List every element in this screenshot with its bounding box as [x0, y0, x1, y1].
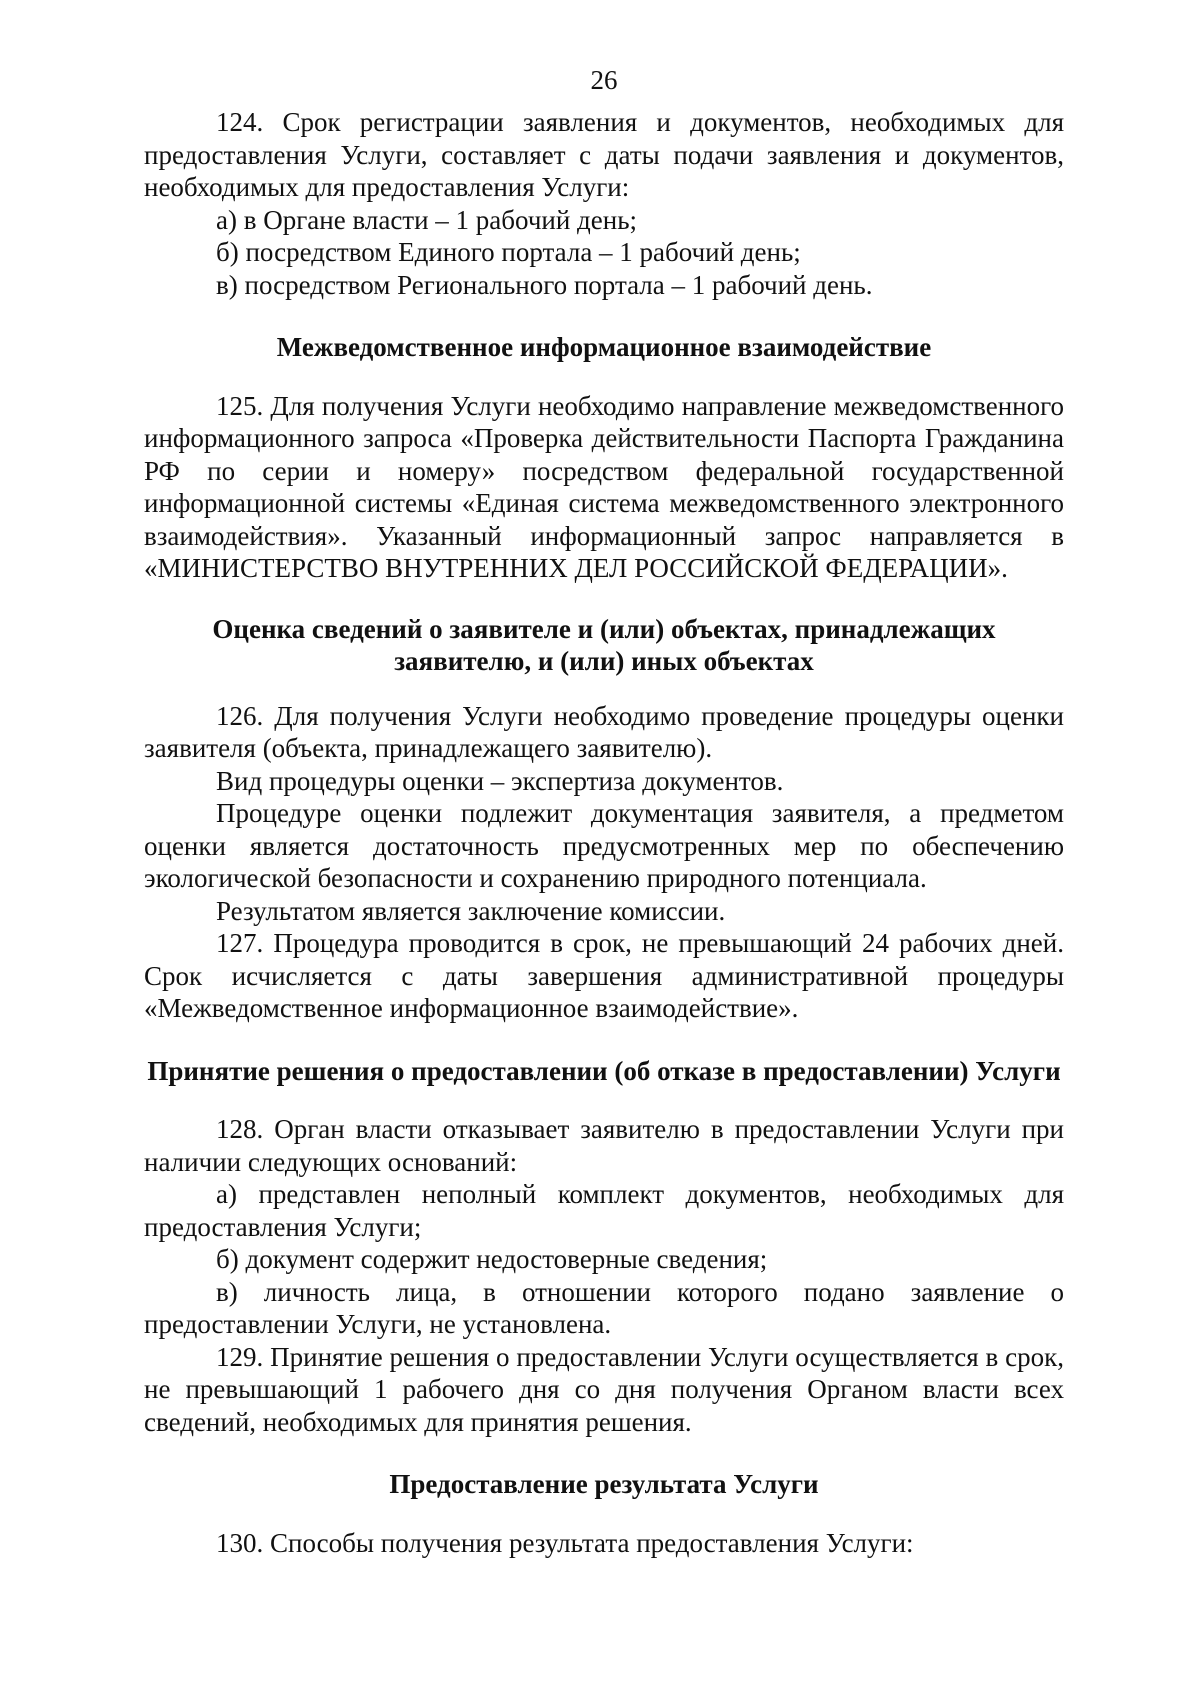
list-item-v: в) посредством Регионального портала – 1 рабочий день.: [216, 269, 873, 300]
paragraph-assessment-type: Вид процедуры оценки – экспертиза документов.: [216, 765, 784, 796]
list-item-a: а) в Органе власти – 1 рабочий день;: [216, 204, 638, 235]
paragraph-127: 127. Процедура проводится в срок, не превышающий 24 рабочих дней. Срок исчисляется с даты завершения административной процедуры «Межведомственное информационное взаимодействие».: [144, 928, 1064, 1023]
paragraph-126: 126. Для получения Услуги необходимо проведение процедуры оценки заявителя (объекта, принадлежащего заявителю).: [144, 700, 1064, 763]
section-heading-assessment: Оценка сведений о заявителе и (или) объектах, принадлежащих заявителю, и (или) иных объектах: [212, 613, 996, 676]
paragraph-assessment-subject: Процедуре оценки подлежит документация заявителя, а предметом оценки является достаточность предусмотренных мер по обеспечению экологической безопасности и сохранению природного потенциала.: [144, 798, 1064, 893]
section-heading-result: Предоставление результата Услуги: [389, 1469, 819, 1499]
list-item-b: б) документ содержит недостоверные сведения;: [216, 1244, 768, 1274]
page-number: 26: [590, 65, 618, 95]
document-page: [144, 64, 1064, 1559]
section-heading-decision: Принятие решения о предоставлении (об отказе в предоставлении) Услуги: [147, 1055, 1061, 1086]
section-heading-interagency: Межведомственное информационное взаимодействие: [276, 332, 932, 362]
list-item-b: б) посредством Единого портала – 1 рабочий день;: [216, 237, 801, 267]
paragraph-124: 124. Срок регистрации заявления и документов, необходимых для предоставления Услуги, составляет с даты подачи заявления и документов, необходимых для предоставления Услуги:: [144, 107, 1064, 202]
paragraph-129: 129. Принятие решения о предоставлении Услуги осуществляется в срок, не превышающий 1 рабочего дня со дня получения Органом власти всех сведений, необходимых для принятия решения.: [144, 1341, 1064, 1437]
paragraph-assessment-result: Результатом является заключение комиссии.: [216, 895, 726, 926]
paragraph-128: 128. Орган власти отказывает заявителю в предоставлении Услуги при наличии следующих оснований:: [144, 1114, 1064, 1177]
list-item-v: в) личность лица, в отношении которого подано заявление о предоставлении Услуги, не установлена.: [144, 1276, 1064, 1339]
paragraph-125: 125. Для получения Услуги необходимо направление межведомственного информационного запроса «Проверка действительности Паспорта Гражданина РФ по серии и номеру» посредством федеральной государственной информационной системы «Единая система межведомственного электронного взаимодействия». Указанный информационный запрос направляется в «МИНИСТЕРСТВО ВНУТРЕННИХ ДЕЛ РОССИЙСКОЙ ФЕДЕРАЦИИ».: [144, 390, 1064, 583]
list-item-a: а) представлен неполный комплект документов, необходимых для предоставления Услуги;: [144, 1179, 1064, 1242]
paragraph-130: 130. Способы получения результата предоставления Услуги:: [216, 1527, 914, 1558]
